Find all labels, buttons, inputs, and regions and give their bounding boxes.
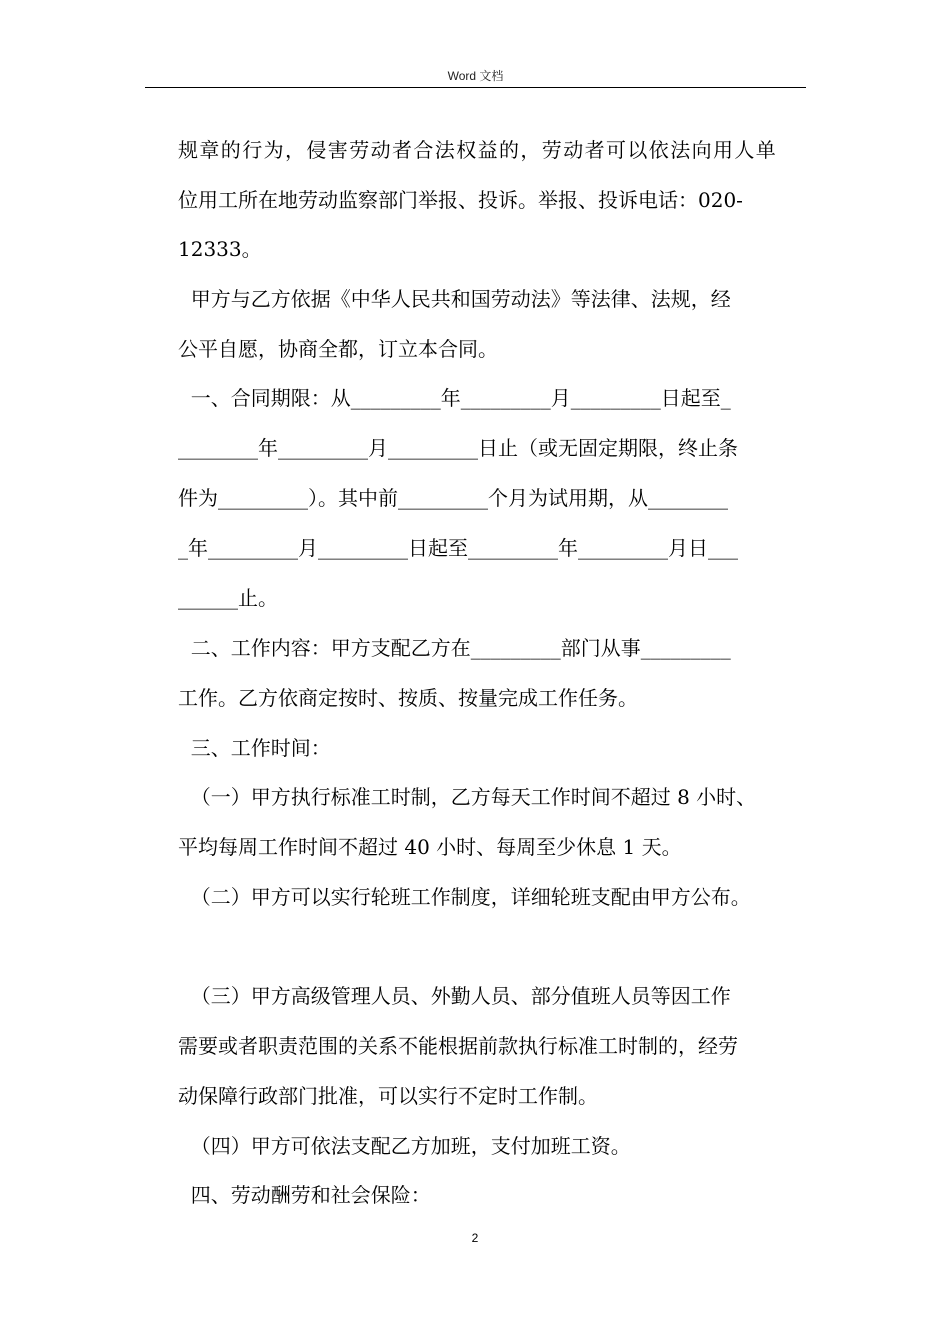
paragraph-line: 三、工作时间： — [178, 736, 331, 760]
paragraph-line: 件为_________）。其中前_________个月为试用期，从________ — [178, 486, 728, 510]
paragraph-line: 规章的行为，侵害劳动者合法权益的，劳动者可以依法向用人单 — [178, 138, 778, 162]
paragraph-line: 一、合同期限：从_________年_________月_________日起至_ — [178, 386, 731, 410]
page-number: 2 — [471, 1231, 479, 1245]
header-divider — [145, 87, 806, 88]
paragraph-line: （二）甲方可以实行轮班工作制度，详细轮班支配由甲方公布。 — [178, 885, 751, 909]
paragraph-line: ______止。 — [178, 586, 278, 610]
paragraph-line: 需要或者职责范围的关系不能根据前款执行标准工时制的，经劳 — [178, 1034, 738, 1058]
paragraph-line: 动保障行政部门批准，可以实行不定时工作制。 — [178, 1084, 598, 1108]
paragraph-line: 平均每周工作时间不超过 40 小时、每周至少休息 1 天。 — [178, 835, 682, 859]
paragraph-line: 二、工作内容：甲方支配乙方在_________部门从事_________ — [178, 636, 731, 660]
paragraph-line: （三）甲方高级管理人员、外勤人员、部分值班人员等因工作 — [178, 984, 731, 1008]
paragraph-line: 位用工所在地劳动监察部门举报、投诉。举报、投诉电话：020- — [178, 188, 743, 212]
page-header: Word 文档 — [447, 69, 504, 83]
paragraph-line: 甲方与乙方依据《中华人民共和国劳动法》等法律、法规，经 — [178, 287, 731, 311]
paragraph-line: _年_________月_________日起至_________年_________月日___ — [178, 536, 738, 560]
paragraph-line: 工作。乙方依商定按时、按质、按量完成工作任务。 — [178, 686, 638, 710]
paragraph-line: （四）甲方可依法支配乙方加班，支付加班工资。 — [178, 1134, 631, 1158]
paragraph-line: 四、劳动酬劳和社会保险： — [178, 1183, 431, 1207]
paragraph-line: ________年_________月_________日止（或无固定期限，终止条 — [178, 436, 738, 460]
paragraph-line: （一）甲方执行标准工时制，乙方每天工作时间不超过 8 小时、 — [178, 785, 757, 809]
paragraph-line: 公平自愿，协商全都，订立本合同。 — [178, 337, 498, 361]
paragraph-line: 12333。 — [178, 237, 262, 261]
